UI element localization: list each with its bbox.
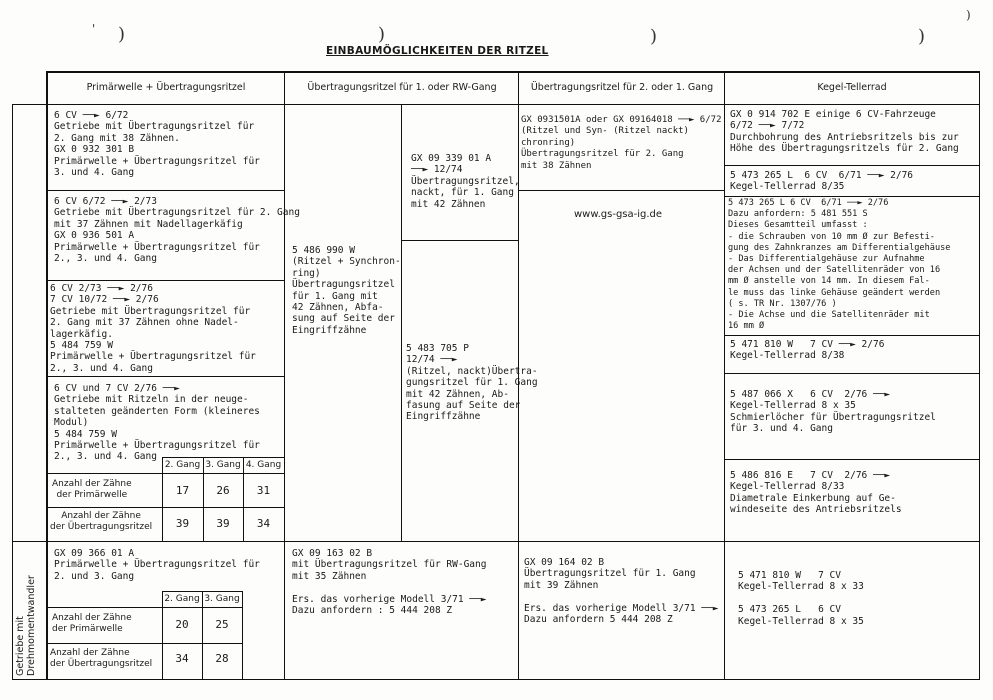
col1-divider bbox=[46, 280, 284, 281]
table-top-line bbox=[46, 71, 980, 73]
row-label-ueb: Anzahl der Zähne der Übertragungsritzel bbox=[50, 511, 153, 533]
col4-block-e: 5 487 066 X 6 CV 2/76 ──► Kegel-Tellerrad 8 x 35 Schmierlöcher für Übertragungsritzel für 3. und 4. Gang bbox=[730, 389, 936, 435]
margin-mark: ) bbox=[966, 8, 971, 22]
col2-split bbox=[401, 104, 402, 541]
col3-block-b: GX 09 164 02 B Übertragungsritzel für 1. Gang mit 39 Zähnen Ers. das vorherige Modell 3/71 ──► Dazu anfordern 5 444 208 Z bbox=[524, 557, 719, 626]
margin-mark: ) bbox=[918, 26, 926, 47]
col4-block-b: 5 473 265 L 6 CV 6/71 ──► 2/76 Kegel-Tellerrad 8/35 bbox=[730, 170, 914, 193]
gear-table-line bbox=[202, 591, 203, 679]
col4-right bbox=[979, 71, 980, 680]
col4-divider bbox=[724, 459, 979, 460]
gear-header: 3. Gang bbox=[205, 460, 241, 470]
gear-table-line bbox=[46, 507, 284, 508]
col1-divider bbox=[46, 190, 284, 191]
header-col4: Kegel-Tellerrad bbox=[817, 82, 887, 93]
prim-value: 31 bbox=[256, 484, 271, 497]
col2-block-a: 5 486 990 W (Ritzel + Synchron- ring) Übertragungsritzel für 1. Gang mit 42 Zähnen, Abfa- sung auf Seite der Eingriffzähne bbox=[292, 245, 401, 336]
table-bottom-line bbox=[12, 679, 980, 680]
header-col1: Primärwelle + Übertragungsritzel bbox=[86, 82, 246, 93]
row-label-prim: Anzahl der Zähne der Primärwelle bbox=[52, 613, 132, 635]
row-label-ueb: Anzahl der Zähne der Übertragungsritzel bbox=[50, 648, 153, 670]
margin-mark: ' bbox=[92, 22, 96, 36]
prim-value: 26 bbox=[216, 484, 230, 497]
col1-block-2: 6 CV 6/72 ──► 2/73 Getriebe mit Übertragungsritzel für 2. Gang mit 37 Zähnen mit Nadellagerkäfig GX 0 936 501 A Primärwelle + Übertragungsritzel für 2., 3. und 4. Gang bbox=[54, 196, 300, 265]
gear-header: 3. Gang bbox=[204, 594, 240, 604]
header-col3: Übertragungsritzel für 2. oder 1. Gang bbox=[530, 82, 714, 93]
col1-block-5: GX 09 366 01 A Primärwelle + Übertragungsritzel für 2. und 3. Gang bbox=[54, 548, 260, 582]
header-col2: Übertragungsritzel für 1. oder RW-Gang bbox=[307, 82, 497, 93]
col3-right bbox=[724, 71, 725, 680]
col2-block-d: GX 09 163 02 B mit Übertragungsritzel für RW-Gang mit 35 Zähnen Ers. das vorherige Modell 3/71 ──► Dazu anfordern : 5 444 208 Z bbox=[292, 548, 487, 617]
gear-table-line bbox=[46, 643, 242, 644]
col2-block-b: GX 09 339 01 A ──► 12/74 Übertragungsritzel, nackt, für 1. Gang mit 42 Zähnen bbox=[411, 153, 520, 210]
prim-value: 25 bbox=[215, 618, 229, 631]
ueb-value: 28 bbox=[215, 652, 229, 665]
gear-table-line bbox=[46, 607, 242, 608]
margin-mark: ) bbox=[650, 26, 658, 47]
col4-divider bbox=[724, 196, 979, 197]
ueb-value: 39 bbox=[175, 517, 190, 530]
ueb-value: 39 bbox=[216, 517, 230, 530]
col4-divider bbox=[724, 165, 979, 166]
gear-table-line bbox=[242, 591, 243, 679]
page-title: EINBAUMÖGLICHKEITEN DER RITZEL bbox=[326, 45, 549, 57]
col2-divider bbox=[401, 240, 518, 241]
prim-value: 20 bbox=[175, 618, 189, 631]
gear-header: 2. Gang bbox=[164, 594, 200, 604]
side-label: Getriebe mit Drehmomentwandler bbox=[15, 575, 37, 676]
col4-block-f: 5 486 816 E 7 CV 2/76 ──► Kegel-Tellerrad 8/33 Diametrale Einkerbung auf Ge- windeseite des Antriebsritzels bbox=[730, 470, 902, 516]
col4-block-g: 5 471 810 W 7 CV Kegel-Tellerrad 8 x 33 5 473 265 L 6 CV Kegel-Tellerrad 8 x 35 bbox=[738, 570, 864, 627]
ueb-value: 34 bbox=[175, 652, 189, 665]
col4-divider bbox=[724, 335, 979, 336]
col1-divider bbox=[46, 376, 284, 377]
col4-divider bbox=[724, 373, 979, 374]
ueb-value: 34 bbox=[256, 517, 271, 530]
col1-block-1: 6 CV ──► 6/72 Getriebe mit Übertragungsritzel für 2. Gang mit 38 Zähnen. GX 0 932 301 B Primärwelle + Übertragungsritzel für 3. und 4. Gang bbox=[54, 110, 260, 179]
header-bottom-line bbox=[12, 104, 980, 105]
gear-table-line bbox=[162, 591, 163, 679]
col3-divider bbox=[518, 190, 724, 191]
gear-header: 4. Gang bbox=[245, 460, 282, 470]
col-left-edge bbox=[12, 104, 13, 680]
row-label-prim: Anzahl der Zähne der Primärwelle bbox=[52, 479, 132, 501]
col1-block-4: 6 CV und 7 CV 2/76 ──► Getriebe mit Ritzeln in der neuge- stalteten geänderten Form (kleineres Modul) 5 484 759 W Primärwelle + Übertragungsritzel für 2., 3. und 4. Gang bbox=[54, 383, 260, 463]
col4-block-d: 5 471 810 W 7 CV ──► 2/76 Kegel-Tellerrad 8/38 bbox=[730, 339, 885, 362]
col1-right bbox=[284, 71, 285, 680]
gear-table-line bbox=[46, 473, 284, 474]
col4-block-c: 5 473 265 L 6 CV 6/71 ──► 2/76 Dazu anfordern: 5 481 551 S Dieses Gesamtteil umfasst : - die Schrauben von 10 mm Ø zur Befesti- gung des Zahnkranzes am Differentialgehäuse - Das Differentialgehäuse zur Aufnahme der Achsen und der Satellitenräder von 16 mm Ø anstelle von 14 mm. In diesem Fal- le muss das linke Gehäuse geändert werden ( s. TR Nr. 1307/76 ) - Die Achse und die Satellitenräder mit 16 mm Ø bbox=[728, 198, 951, 332]
col3-block-a: GX 0931501A oder GX 09164018 ──► 6/72 (Ritzel und Syn- (Ritzel nackt) chronring) Übertragungsritzel für 2. Gang mit 38 Zähnen bbox=[521, 115, 722, 171]
website-watermark: www.gs-gsa-ig.de bbox=[574, 209, 663, 220]
gear-header: 2. Gang bbox=[164, 460, 201, 470]
margin-mark: ) bbox=[118, 24, 126, 45]
col1-block-3: 6 CV 2/73 ──► 2/76 7 CV 10/72 ──► 2/76 Getriebe mit Übertragungsritzel für 2. Gang mit 37 Zähnen ohne Nadel- lagerkäfig. 5 484 759 W Primärwelle + Übertragungsritzel für 2., 3. und 4. Gang bbox=[50, 283, 256, 374]
prim-value: 17 bbox=[175, 484, 190, 497]
col2-block-c: 5 483 705 P 12/74 ──► (Ritzel, nackt)Übertra- gungsritzel für 1. Gang mit 42 Zähnen, Ab- fasung auf Seite der Eingriffzähne bbox=[406, 343, 538, 423]
margin-mark: ) bbox=[378, 24, 386, 45]
col4-block-a: GX 0 914 702 E einige 6 CV-Fahrzeuge 6/72 ──► 7/72 Durchbohrung des Antriebsritzels bis zur Höhe des Übertragungsritzels für 2. Gang bbox=[730, 109, 959, 155]
section-divider bbox=[12, 541, 980, 542]
